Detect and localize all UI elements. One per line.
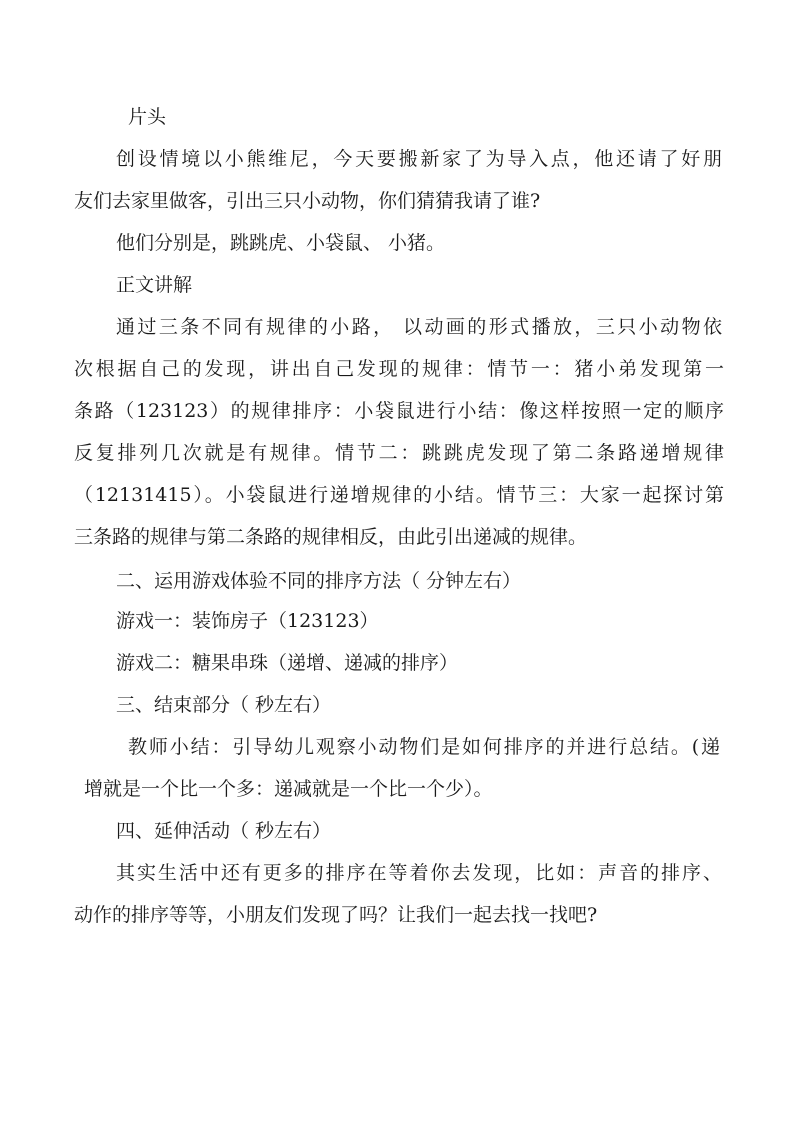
paragraph-line: 次根据自己的发现，讲出自己发现的规律：情节一：猪小弟发现第一 bbox=[74, 358, 724, 380]
paragraph-line: 其实生活中还有更多的排序在等着你去发现，比如：声音的排序、 bbox=[116, 862, 722, 884]
section-heading-extension: 四、延伸活动（ 秒左右） bbox=[116, 820, 332, 842]
paragraph-line: 教师小结：引导幼儿观察小动物们是如何排序的并进行总结。(递 bbox=[128, 736, 720, 758]
paragraph-line: 条路（123123）的规律排序：小袋鼠进行小结：像这样按照一定的顺序 bbox=[74, 400, 724, 422]
heading-intro: 片头 bbox=[128, 106, 167, 128]
paragraph-line: （12131415）。小袋鼠进行递增规律的小结。情节三：大家一起探讨第 bbox=[74, 484, 724, 506]
paragraph-line: 友们去家里做客，引出三只小动物，你们猜猜我请了谁? bbox=[74, 190, 541, 212]
paragraph-line: 增就是一个比一个多：递减就是一个比一个少）。 bbox=[84, 778, 493, 800]
paragraph-line: 动作的排序等等，小朋友们发现了吗？让我们一起去找一找吧? bbox=[74, 904, 598, 926]
paragraph-line: 三条路的规律与第二条路的规律相反，由此引出递减的规律。 bbox=[74, 526, 588, 548]
paragraph-line: 创设情境以小熊维尼，今天要搬新家了为导入点，他还请了好朋 bbox=[116, 148, 722, 170]
list-item-game-two: 游戏二：糖果串珠（递增、递减的排序） bbox=[116, 652, 459, 674]
paragraph-line: 他们分别是，跳跳虎、小袋鼠、 小猪。 bbox=[116, 232, 446, 254]
paragraph-line: 通过三条不同有规律的小路， 以动画的形式播放，三只小动物依 bbox=[116, 316, 722, 338]
heading-main: 正文讲解 bbox=[116, 274, 193, 296]
section-heading-ending: 三、结束部分（ 秒左右） bbox=[116, 694, 332, 716]
paragraph-line: 反复排列几次就是有规律。情节二：跳跳虎发现了第二条路递增规律 bbox=[74, 442, 724, 464]
section-heading-games: 二、运用游戏体验不同的排序方法（ 分钟左右） bbox=[116, 570, 522, 592]
list-item-game-one: 游戏一：装饰房子（123123） bbox=[116, 610, 379, 632]
